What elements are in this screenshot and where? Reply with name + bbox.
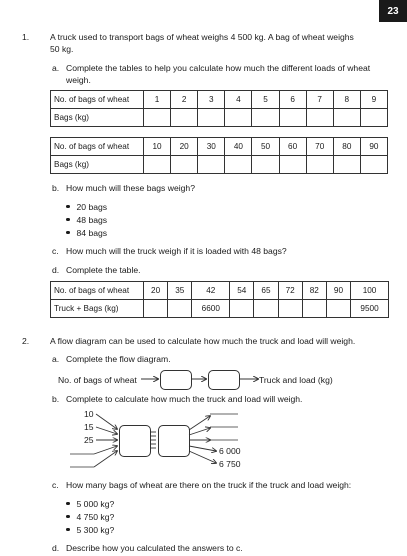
table-cell: 40 <box>225 138 252 156</box>
q1d-text: Complete the table. <box>66 265 141 275</box>
table-cell: 72 <box>278 282 302 300</box>
table-cell: 50 <box>252 138 279 156</box>
q2b-text: Complete to calculate how much the truck and load will weigh. <box>66 394 303 404</box>
table-cell: 6 <box>279 91 306 109</box>
table-header-cell: No. of bags of wheat <box>51 138 144 156</box>
table-cell: 42 <box>192 282 230 300</box>
q2d-label: d. <box>52 543 60 553</box>
flow-input-label: No. of bags of wheat <box>58 375 137 385</box>
list-item: 5 300 kg? <box>66 525 114 536</box>
q1-number: 1. <box>22 32 30 42</box>
table-cell: 7 <box>306 91 333 109</box>
table-cell: 90 <box>326 282 350 300</box>
table-header-cell: Bags (kg) <box>51 109 144 127</box>
table-cell: 82 <box>302 282 326 300</box>
list-item: 5 000 kg? <box>66 499 114 510</box>
table-cell: 6600 <box>192 300 230 318</box>
table-cell: 100 <box>351 282 389 300</box>
list-item: 4 750 kg? <box>66 512 114 523</box>
table-cell: 35 <box>168 282 192 300</box>
flow-input-value: 10 <box>84 409 94 419</box>
q1d-label: d. <box>52 265 60 275</box>
table-cell: 9500 <box>351 300 389 318</box>
q1-text-line1: A truck used to transport bags of wheat weighs 4 500 kg. A bag of wheat weighs <box>50 32 354 42</box>
page-number: 23 <box>379 0 407 22</box>
table-cell: 8 <box>333 91 360 109</box>
table-cell: 65 <box>254 282 278 300</box>
q1a-label: a. <box>52 63 60 73</box>
q1c-label: c. <box>52 246 59 256</box>
q2d-text: Describe how you calculated the answers to c. <box>66 543 243 553</box>
flow-input-value: 15 <box>84 422 94 432</box>
table-header-cell: No. of bags of wheat <box>51 282 144 300</box>
q2b-label: b. <box>52 394 60 404</box>
bullet-icon <box>66 528 70 532</box>
table-cell: 4 <box>225 91 252 109</box>
table-cell: 3 <box>198 91 225 109</box>
list-item: 48 bags <box>66 215 107 226</box>
table-header-cell: Bags (kg) <box>51 156 144 174</box>
table-cell: 54 <box>230 282 254 300</box>
table-cell: 2 <box>171 91 198 109</box>
q1c-text: How much will the truck weigh if it is loaded with 48 bags? <box>66 246 287 256</box>
table-cell: 5 <box>252 91 279 109</box>
bullet-icon <box>66 502 70 506</box>
q2-text: A flow diagram can be used to calculate how much the truck and load will weigh. <box>50 336 356 346</box>
table-cell: 80 <box>333 138 360 156</box>
list-item: 20 bags <box>66 202 107 213</box>
table-header-cell: Truck + Bags (kg) <box>51 300 144 318</box>
q1a-text-line2: weigh. <box>66 75 91 85</box>
flow-output-value: 6 000 <box>219 446 241 456</box>
flow-output-label: Truck and load (kg) <box>259 375 333 385</box>
table-cell: 90 <box>360 138 387 156</box>
table-cell: 30 <box>198 138 225 156</box>
table-cell: 10 <box>144 138 171 156</box>
q2c-text: How many bags of wheat are there on the truck if the truck and load weigh: <box>66 480 352 490</box>
q2c-label: c. <box>52 480 59 490</box>
q1-text-line2: 50 kg. <box>50 44 74 54</box>
q1b-text: How much will these bags weigh? <box>66 183 195 193</box>
list-item: 84 bags <box>66 228 107 239</box>
table-cell: 1 <box>144 91 171 109</box>
table-cell: 20 <box>144 282 168 300</box>
table-cell: 70 <box>306 138 333 156</box>
q1b-label: b. <box>52 183 60 193</box>
bullet-icon <box>66 515 70 519</box>
flow-input-value: 25 <box>84 435 94 445</box>
flow-output-value: 6 750 <box>219 459 241 469</box>
q2a-label: a. <box>52 354 60 364</box>
table-cell: 60 <box>279 138 306 156</box>
table-cell: 20 <box>171 138 198 156</box>
table-header-cell: No. of bags of wheat <box>51 91 144 109</box>
q2-number: 2. <box>22 336 30 346</box>
q2a-text: Complete the flow diagram. <box>66 354 171 364</box>
table-cell: 9 <box>360 91 387 109</box>
q1a-text-line1: Complete the tables to help you calculate how much the different loads of wheat <box>66 63 371 73</box>
